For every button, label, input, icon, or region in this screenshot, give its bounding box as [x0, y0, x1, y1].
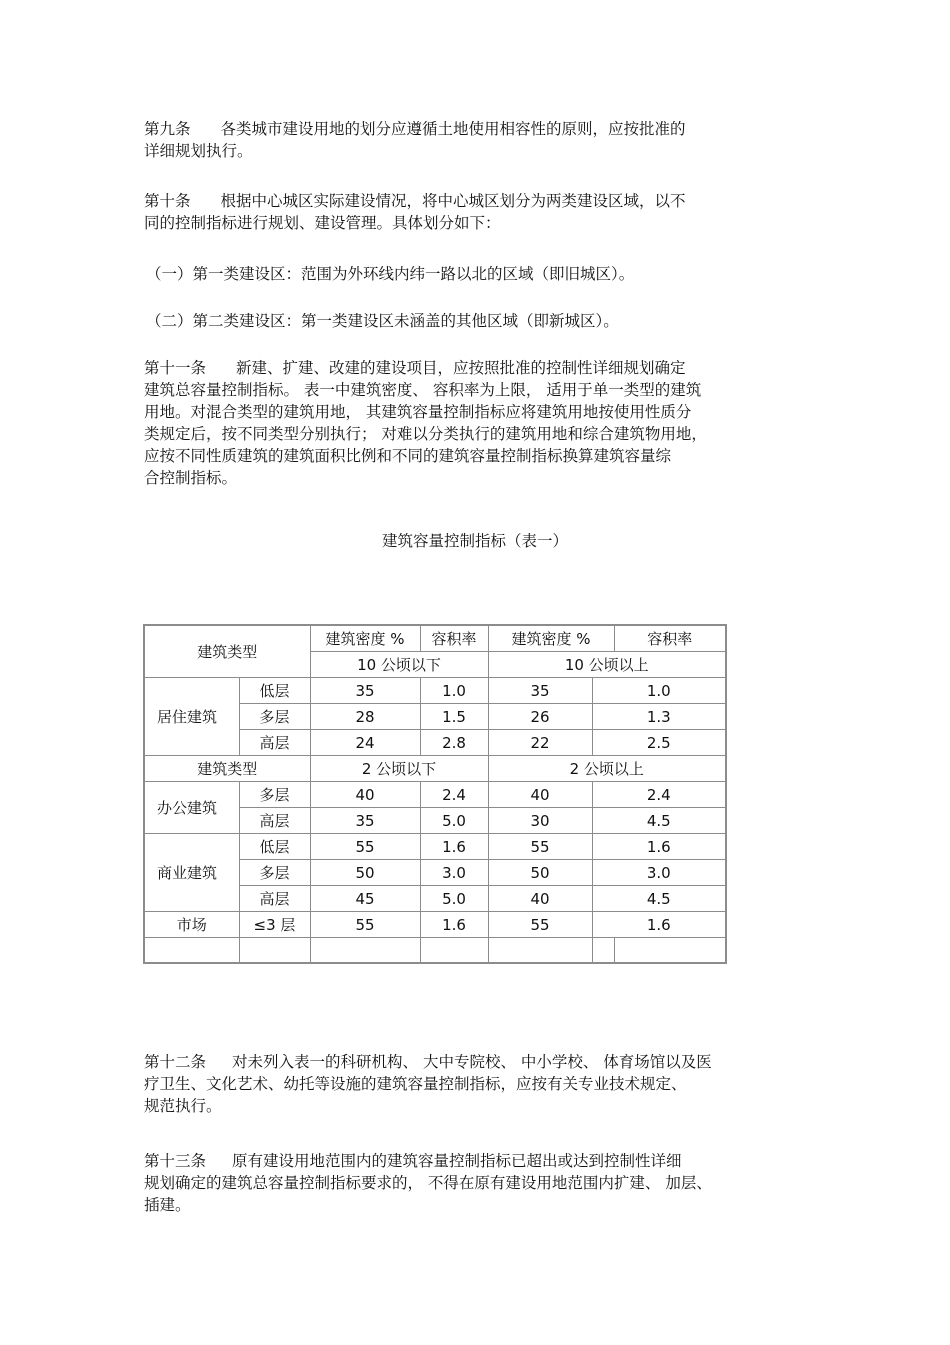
- floor-cell: 多层: [239, 860, 310, 886]
- article-10-line-2: 同的控制指标进行规划、建设管理。具体划分如下：: [144, 214, 501, 232]
- article-11-line-5: 应按不同性质建筑的建筑面积比例和不同的建筑容量控制指标换算建筑容量综: [144, 447, 672, 465]
- empty-cell: [488, 938, 592, 964]
- article-9: [144, 118, 824, 162]
- far-cell: 1.6: [420, 912, 488, 938]
- article-12-line-2: 疗卫生、文化艺术、幼托等设施的建筑容量控制指标，应按有关专业技术规定、: [144, 1075, 687, 1093]
- article-12-line-1: 对未列入表一的科研机构、 大中专院校、 中小学校、 体育场馆以及医: [232, 1053, 712, 1071]
- header-far-2: 容积率: [614, 625, 726, 652]
- subheader-over-2ha: 2 公顷以上: [488, 756, 726, 782]
- table-row: [144, 834, 726, 860]
- header-far-1: 容积率: [420, 625, 488, 652]
- far-cell: 1.6: [420, 834, 488, 860]
- office-label: 办公建筑: [144, 782, 239, 834]
- far-cell: 5.0: [420, 886, 488, 912]
- empty-cell: [310, 938, 420, 964]
- header-under-10ha: 10 公顷以下: [310, 652, 488, 678]
- empty-cell: [239, 938, 310, 964]
- density-cell: 35: [488, 678, 592, 704]
- floor-cell: ≤3 层: [239, 912, 310, 938]
- empty-cell: [592, 938, 614, 964]
- table-row: [144, 678, 726, 704]
- empty-cell: [144, 938, 239, 964]
- article-11-line-1: 新建、扩建、改建的建设项目，应按照批准的控制性详细规划确定: [236, 359, 686, 377]
- far-cell: 1.6: [592, 912, 726, 938]
- article-11-line-6: 合控制指标。: [144, 469, 238, 487]
- density-cell: 45: [310, 886, 420, 912]
- table-subheader-row: [144, 756, 726, 782]
- article-12-label: 第十二条: [144, 1053, 207, 1071]
- density-cell: 50: [310, 860, 420, 886]
- far-cell: 3.0: [420, 860, 488, 886]
- article-12-line-3: 规范执行。: [144, 1097, 222, 1115]
- density-cell: 40: [488, 782, 592, 808]
- article-13-label: 第十三条: [144, 1152, 207, 1170]
- floor-cell: 高层: [239, 808, 310, 834]
- empty-row: [144, 938, 726, 964]
- header-density-2: 建筑密度 %: [488, 625, 614, 652]
- table-caption: 建筑容量控制指标（表一）: [381, 532, 568, 550]
- article-9-line-2: 详细规划执行。: [144, 142, 253, 160]
- commercial-label: 商业建筑: [144, 834, 239, 912]
- far-cell: 1.0: [592, 678, 726, 704]
- building-volume-table: [143, 624, 727, 964]
- header-type: 建筑类型: [144, 625, 310, 678]
- article-13-line-2: 规划确定的建筑总容量控制指标要求的， 不得在原有建设用地范围内扩建、 加层、: [144, 1174, 712, 1192]
- empty-cell: [614, 938, 726, 964]
- density-cell: 22: [488, 730, 592, 756]
- far-cell: 1.3: [592, 704, 726, 730]
- floor-cell: 多层: [239, 782, 310, 808]
- empty-cell: [420, 938, 488, 964]
- article-9-line-1: 各类城市建设用地的划分应遵循土地使用相容性的原则，应按批准的: [220, 120, 686, 138]
- article-10: [144, 190, 824, 234]
- article-9-label: 第九条: [144, 120, 191, 138]
- subheader-type: 建筑类型: [144, 756, 310, 782]
- density-cell: 35: [310, 808, 420, 834]
- far-cell: 4.5: [592, 886, 726, 912]
- far-cell: 4.5: [592, 808, 726, 834]
- far-cell: 1.0: [420, 678, 488, 704]
- residential-label: 居住建筑: [144, 678, 239, 756]
- article-11: [144, 357, 824, 489]
- market-label: 市场: [144, 912, 239, 938]
- far-cell: 2.4: [420, 782, 488, 808]
- density-cell: 55: [310, 912, 420, 938]
- density-cell: 30: [488, 808, 592, 834]
- density-cell: 24: [310, 730, 420, 756]
- density-cell: 40: [310, 782, 420, 808]
- zone-1: （一）第一类建设区：范围为外环线内纬一路以北的区域（即旧城区）。: [146, 265, 635, 283]
- density-cell: 55: [310, 834, 420, 860]
- far-cell: 2.5: [592, 730, 726, 756]
- floor-cell: 高层: [239, 886, 310, 912]
- subheader-under-2ha: 2 公顷以下: [310, 756, 488, 782]
- zone-2: （二）第二类建设区：第一类建设区未涵盖的其他区域（即新城区）。: [146, 312, 619, 330]
- header-over-10ha: 10 公顷以上: [488, 652, 726, 678]
- table-header-row: [144, 625, 726, 652]
- density-cell: 50: [488, 860, 592, 886]
- far-cell: 1.5: [420, 704, 488, 730]
- header-density-1: 建筑密度 %: [310, 625, 420, 652]
- density-cell: 55: [488, 912, 592, 938]
- article-11-line-4: 类规定后，按不同类型分别执行； 对难以分类执行的建筑用地和综合建筑物用地，: [144, 425, 707, 443]
- article-11-line-2: 建筑总容量控制指标。 表一中建筑密度、 容积率为上限， 适用于单一类型的建筑: [144, 381, 702, 399]
- far-cell: 1.6: [592, 834, 726, 860]
- article-13: [144, 1150, 824, 1216]
- table-row: [144, 782, 726, 808]
- floor-cell: 低层: [239, 678, 310, 704]
- density-cell: 28: [310, 704, 420, 730]
- floor-cell: 低层: [239, 834, 310, 860]
- article-11-label: 第十一条: [144, 359, 207, 377]
- far-cell: 2.8: [420, 730, 488, 756]
- far-cell: 5.0: [420, 808, 488, 834]
- density-cell: 35: [310, 678, 420, 704]
- density-cell: 40: [488, 886, 592, 912]
- density-cell: 26: [488, 704, 592, 730]
- article-13-line-3: 插建。: [144, 1196, 191, 1214]
- article-12: [144, 1051, 824, 1117]
- floor-cell: 高层: [239, 730, 310, 756]
- far-cell: 3.0: [592, 860, 726, 886]
- article-11-line-3: 用地。对混合类型的建筑用地， 其建筑容量控制指标应将建筑用地按使用性质分: [144, 403, 692, 421]
- article-10-line-1: 根据中心城区实际建设情况，将中心城区划分为两类建设区域，以不: [220, 192, 686, 210]
- table-row: [144, 912, 726, 938]
- far-cell: 2.4: [592, 782, 726, 808]
- article-10-label: 第十条: [144, 192, 191, 210]
- article-13-line-1: 原有建设用地范围内的建筑容量控制指标已超出或达到控制性详细: [232, 1152, 682, 1170]
- floor-cell: 多层: [239, 704, 310, 730]
- density-cell: 55: [488, 834, 592, 860]
